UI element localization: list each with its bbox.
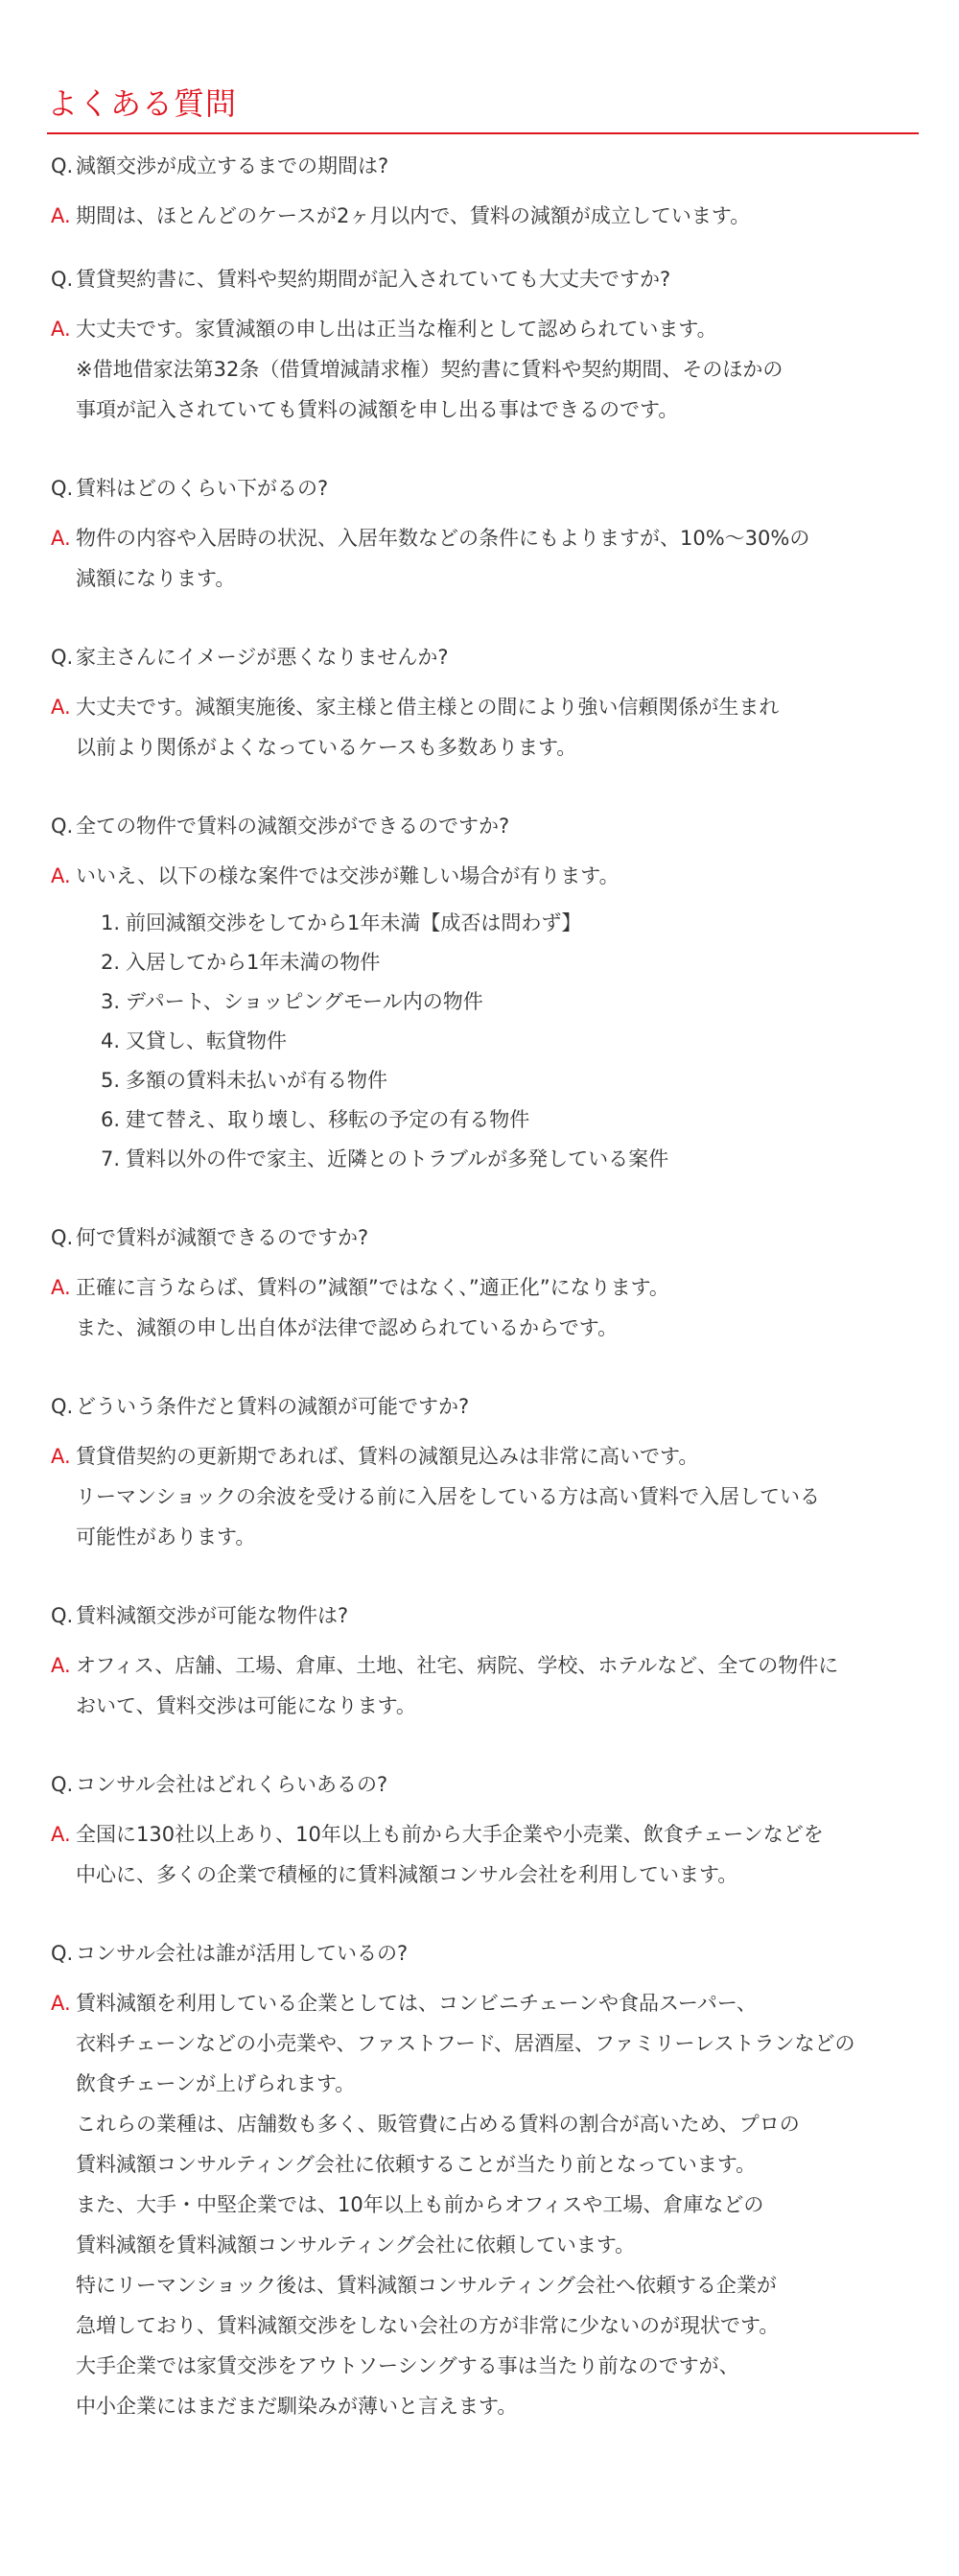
answer-prefix: A. <box>51 1992 71 2015</box>
faq-answer <box>47 687 919 768</box>
faq-answer <box>47 196 919 236</box>
answer-prefix: A. <box>51 527 71 550</box>
answer-line: いいえ、以下の様な案件では交渉が難しい場合が有ります。 <box>76 864 620 887</box>
answer-prefix: A. <box>51 864 71 887</box>
question-prefix: Q. <box>51 268 74 291</box>
question-prefix: Q. <box>51 1604 74 1627</box>
list-item-text: 前回減額交渉をしてから1年未満【成否は問わず】 <box>126 911 582 934</box>
list-item-text: 賃料以外の件で家主、近隣とのトラブルが多発している案件 <box>126 1147 669 1170</box>
question-prefix: Q. <box>51 1395 74 1418</box>
faq-question <box>47 637 919 677</box>
answer-line: 衣料チェーンなどの小売業や、ファストフード、居酒屋、ファミリーレストランなどの <box>76 2032 855 2055</box>
faq-answer <box>47 309 919 430</box>
answer-line: これらの業種は、店舗数も多く、販管費に占める賃料の割合が高いため、プロの <box>76 2113 800 2136</box>
answer-body <box>76 309 919 430</box>
question-text: どういう条件だと賃料の減額が可能ですか? <box>76 1395 470 1418</box>
answer-line: 事項が記入されていても賃料の減額を申し出る事はできるのです。 <box>76 398 679 421</box>
faq-question <box>47 146 919 186</box>
faq-question <box>47 1933 919 1973</box>
list-item <box>101 1140 919 1179</box>
faq-answer <box>47 1436 919 1557</box>
answer-line: 飲食チェーンが上げられます。 <box>76 2072 356 2095</box>
answer-line: おいて、賃料交渉は可能になります。 <box>76 1694 416 1717</box>
answer-line: また、減額の申し出自体が法律で認められているからです。 <box>76 1316 619 1339</box>
answer-prefix: A. <box>51 1823 71 1846</box>
faq-item <box>47 1386 919 1557</box>
faq-item <box>47 1764 919 1895</box>
list-item-text: デパート、ショッピングモール内の物件 <box>126 990 483 1013</box>
question-text: 賃料減額交渉が可能な物件は? <box>76 1604 349 1627</box>
answer-line: 賃料減額を賃料減額コンサルティング会社に依頼しています。 <box>76 2233 636 2257</box>
answer-line: 正確に言うならば、賃料の”減額”ではなく、”適正化”になります。 <box>76 1276 669 1299</box>
answer-line: 大丈夫です。減額実施後、家主様と借主様との間により強い信頼関係が生まれ <box>76 696 780 719</box>
answer-line: 以前より関係がよくなっているケースも多数あります。 <box>76 736 577 759</box>
answer-line: 減額になります。 <box>76 567 236 590</box>
list-item <box>101 904 919 943</box>
answer-line: 中小企業にはまだまだ馴染みが薄いと言えます。 <box>76 2395 518 2418</box>
list-item <box>101 1100 919 1140</box>
answer-body <box>76 196 919 236</box>
answer-line: 賃料減額を利用している企業としては、コンビニチェーンや食品スーパー、 <box>76 1992 758 2015</box>
faq-list <box>47 146 919 2426</box>
question-prefix: Q. <box>51 477 74 500</box>
answer-line: リーマンショックの余波を受ける前に入居をしている方は高い賃料で入居している <box>76 1485 821 1508</box>
question-text: 何で賃料が減額できるのですか? <box>76 1226 369 1249</box>
question-text: 全ての物件で賃料の減額交渉ができるのですか? <box>76 815 510 838</box>
answer-line: 賃料減額コンサルティング会社に依頼することが当たり前となっています。 <box>76 2153 757 2176</box>
answer-prefix: A. <box>51 204 71 227</box>
question-text: 賃料はどのくらい下がるの? <box>76 477 329 500</box>
faq-item <box>47 1595 919 1726</box>
question-prefix: Q. <box>51 1942 74 1965</box>
faq-question <box>47 1764 919 1805</box>
faq-question <box>47 1386 919 1427</box>
question-prefix: Q. <box>51 815 74 838</box>
answer-prefix: A. <box>51 1445 71 1468</box>
list-item <box>101 1022 919 1061</box>
answer-line: 期間は、ほとんどのケースが2ヶ月以内で、賃料の減額が成立しています。 <box>76 204 751 227</box>
list-item-text: 多額の賃料未払いが有る物件 <box>126 1069 387 1092</box>
list-item-number: 2. <box>101 951 121 974</box>
answer-body <box>76 1645 919 1726</box>
question-prefix: Q. <box>51 1226 74 1249</box>
title-divider <box>47 132 919 134</box>
answer-line: 可能性があります。 <box>76 1525 256 1548</box>
answer-line: 大手企業では家賃交渉をアウトソーシングする事は当たり前なのですが、 <box>76 2354 739 2377</box>
question-text: コンサル会社は誰が活用しているの? <box>76 1942 409 1965</box>
answer-body <box>76 1267 919 1348</box>
list-item-number: 1. <box>101 911 121 934</box>
faq-item <box>47 637 919 768</box>
faq-answer <box>47 1645 919 1726</box>
answer-body <box>76 1983 919 2426</box>
question-prefix: Q. <box>51 1773 74 1796</box>
list-item-number: 4. <box>101 1029 121 1052</box>
faq-question <box>47 806 919 846</box>
list-item <box>101 982 919 1022</box>
faq-answer <box>47 518 919 599</box>
list-item-number: 7. <box>101 1147 121 1170</box>
list-item-text: 又貸し、転貸物件 <box>126 1029 287 1052</box>
faq-answer <box>47 1983 919 2426</box>
faq-answer <box>47 1267 919 1348</box>
answer-line: 物件の内容や入居時の状況、入居年数などの条件にもよりますが、10%～30%の <box>76 527 810 550</box>
answer-line: オフィス、店舗、工場、倉庫、土地、社宅、病院、学校、ホテルなど、全ての物件に <box>76 1654 839 1677</box>
list-item-number: 6. <box>101 1108 121 1131</box>
list-item-text: 建て替え、取り壊し、移転の予定の有る物件 <box>126 1108 530 1131</box>
faq-answer <box>47 1814 919 1895</box>
answer-line: 賃貸借契約の更新期であれば、賃料の減額見込みは非常に高いです。 <box>76 1445 699 1468</box>
question-text: 家主さんにイメージが悪くなりませんか? <box>76 646 449 669</box>
answer-body <box>76 687 919 768</box>
faq-question <box>47 259 919 299</box>
answer-body <box>76 518 919 599</box>
question-prefix: Q. <box>51 646 74 669</box>
answer-line: また、大手・中堅企業では、10年以上も前からオフィスや工場、倉庫などの <box>76 2193 764 2216</box>
answer-prefix: A. <box>51 696 71 719</box>
list-item-text: 入居してから1年未満の物件 <box>126 951 381 974</box>
faq-question <box>47 468 919 508</box>
question-text: コンサル会社はどれくらいあるの? <box>76 1773 388 1796</box>
list-item-number: 5. <box>101 1069 121 1092</box>
question-text: 賃貸契約書に、賃料や契約期間が記入されていても大丈夫ですか? <box>76 268 671 291</box>
answer-body <box>76 1436 919 1557</box>
faq-answer <box>47 856 919 896</box>
condition-list <box>47 904 919 1179</box>
answer-line: ※借地借家法第32条（借賃増減請求権）契約書に賃料や契約期間、そのほかの <box>76 358 784 381</box>
page-title: よくある質問 <box>47 85 238 122</box>
answer-line: 急増しており、賃料減額交渉をしない会社の方が非常に少ないのが現状です。 <box>76 2314 780 2337</box>
answer-body <box>76 856 919 896</box>
faq-item <box>47 806 919 1179</box>
question-prefix: Q. <box>51 154 74 177</box>
faq-item <box>47 146 919 236</box>
answer-line: 特にリーマンショック後は、賃料減額コンサルティング会社へ依頼する企業が <box>76 2274 777 2297</box>
faq-item <box>47 468 919 599</box>
faq-item <box>47 1933 919 2426</box>
answer-body <box>76 1814 919 1895</box>
answer-prefix: A. <box>51 1276 71 1299</box>
list-item-number: 3. <box>101 990 121 1013</box>
faq-item <box>47 1217 919 1348</box>
list-item <box>101 943 919 982</box>
question-text: 減額交渉が成立するまでの期間は? <box>76 154 389 177</box>
faq-item <box>47 259 919 430</box>
answer-prefix: A. <box>51 1654 71 1677</box>
answer-prefix: A. <box>51 318 71 341</box>
answer-line: 中心に、多くの企業で積極的に賃料減額コンサル会社を利用しています。 <box>76 1863 738 1886</box>
answer-line: 全国に130社以上あり、10年以上も前から大手企業や小売業、飲食チェーンなどを <box>76 1823 824 1846</box>
answer-line: 大丈夫です。家賃減額の申し出は正当な権利として認められています。 <box>76 318 717 341</box>
faq-question <box>47 1217 919 1258</box>
list-item <box>101 1061 919 1100</box>
faq-question <box>47 1595 919 1636</box>
